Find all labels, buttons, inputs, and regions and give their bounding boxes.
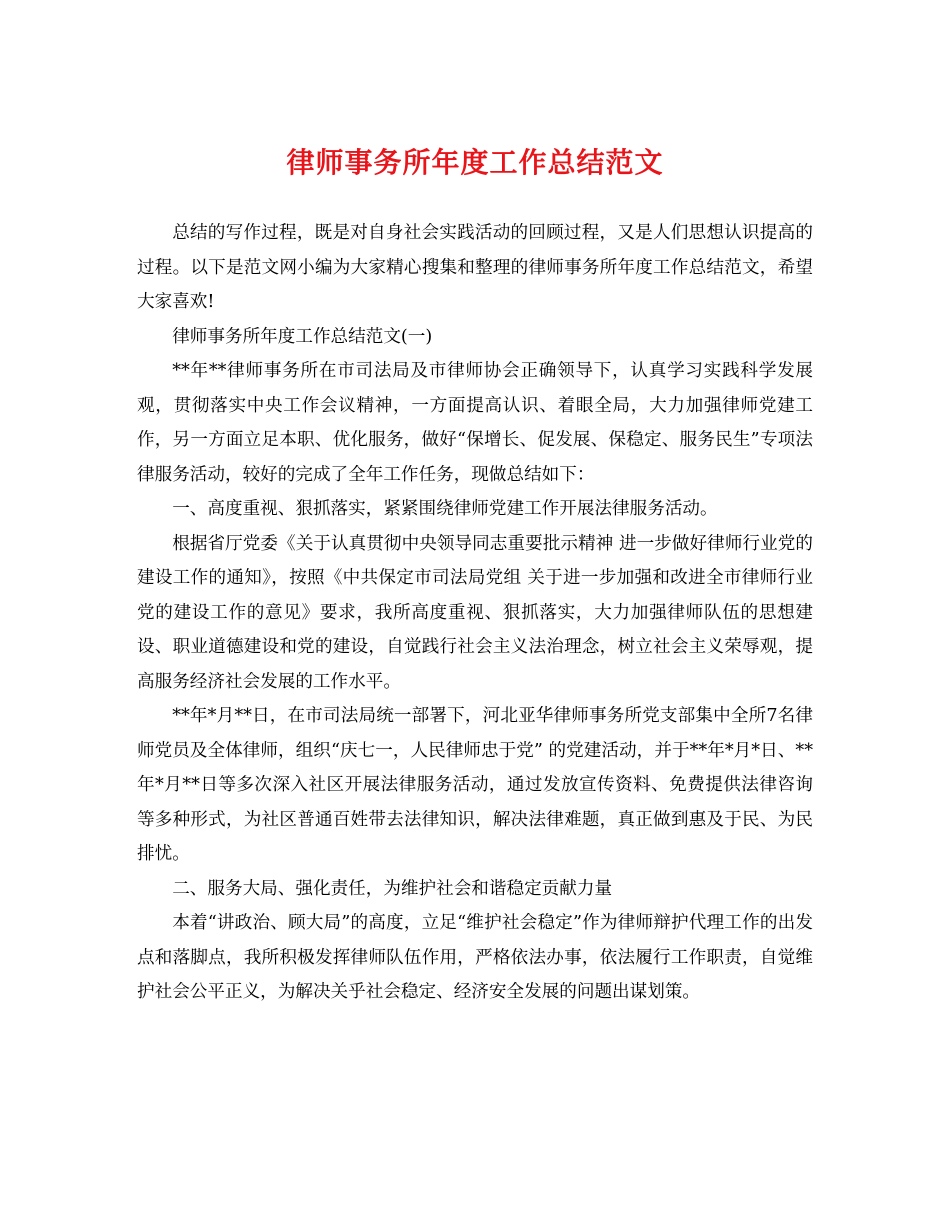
document-body <box>137 216 813 1010</box>
paragraph: 本着“讲政治、顾大局”的高度，立足“维护社会稳定”作为律师辩护代理工作的出发点和落脚点，我所积极发挥律师队伍作用，严格依法办事，依法履行工作职责，自觉维护社会公平正义，为解决关乎社会稳定、经济安全发展的问题出谋划策。 <box>137 913 813 1002</box>
paragraph: **年**律师事务所在市司法局及市律师协会正确领导下，认真学习实践科学发展观，贯彻落实中央工作会议精神，一方面提高认识、着眼全局，大力加强律师党建工作，另一方面立足本职、优化服务，做好“保增长、促发展、保稳定、服务民生”专项法律服务活动，较好的完成了全年工作任务，现做总结如下： <box>137 361 813 485</box>
subheading: 二、服务大局、强化责任，为维护社会和谐稳定贡献力量 <box>172 878 613 899</box>
document-title: 律师事务所年度工作总结范文 <box>286 146 664 179</box>
paragraph-intro: 总结的写作过程，既是对自身社会实践活动的回顾过程，又是人们思想认识提高的过程。以下是范文网小编为大家精心搜集和整理的律师事务所年度工作总结范文，希望大家喜欢! <box>137 223 813 312</box>
paragraph: **年*月**日，在市司法局统一部署下，河北亚华律师事务所党支部集中全所7名律师党员及全体律师，组织“庆七一，人民律师忠于党” 的党建活动，并于**年*月*日、**年*月**日等多次深入社区开展法律服务活动，通过发放宣传资料、免费提供法律咨询等多种形式，为社区普通百姓带去法律知识，解决法律难题，真正做到惠及于民、为民排忧。 <box>137 706 813 864</box>
section-heading: 律师事务所年度工作总结范文(一) <box>172 326 433 347</box>
paragraph: 根据省厅党委《关于认真贯彻中央领导同志重要批示精神 进一步做好律师行业党的建设工作的通知》，按照《中共保定市司法局党组 关于进一步加强和改进全市律师行业党的建设工作的意见》要求，我所高度重视、狠抓落实，大力加强律师队伍的思想建设、职业道德建设和党的建设，自觉践行社会主义法治理念，树立社会主义荣辱观，提高服务经济社会发展的工作水平。 <box>137 533 813 692</box>
subheading: 一、高度重视、狠抓落实，紧紧围绕律师党建工作开展法律服务活动。 <box>172 499 718 519</box>
